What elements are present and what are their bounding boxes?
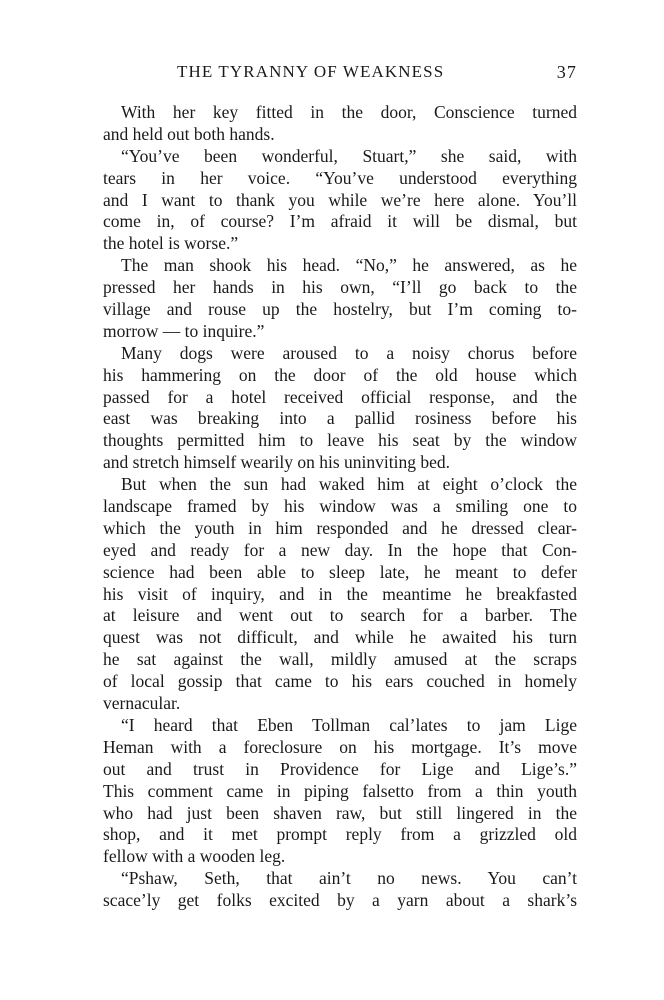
text-line: Many dogs were aroused to a noisy chorus before (121, 342, 577, 363)
page-number: 37 (556, 62, 577, 82)
text-line: and stretch himself wearily on his uninviting bed. (103, 452, 451, 473)
text-line: which the youth in him responded and he dressed clear- (103, 517, 577, 538)
text-line: With her key fitted in the door, Conscience turned (121, 102, 577, 122)
text-line: he sat against the wall, mildly amused at the scraps (103, 649, 577, 670)
text-line: vernacular. (103, 693, 181, 714)
text-line: come in, of course? I’m afraid it will be dismal, but (103, 211, 577, 232)
text-line: his hammering on the door of the old house which (103, 364, 577, 385)
text-line: Heman with a foreclosure on his mortgage. It’s move (103, 736, 577, 757)
text-line: out and trust in Providence for Lige and Lige’s.” (103, 758, 577, 779)
text-line: But when the sun had waked him at eight o’clock the (121, 474, 577, 495)
text-line: his visit of inquiry, and in the meantime he breakfasted (103, 583, 577, 604)
running-title: THE TYRANNY OF WEAKNESS (177, 62, 445, 81)
text-line: “Pshaw, Seth, that ain’t no news. You can’t (121, 868, 577, 889)
body-text (103, 102, 577, 912)
text-line: eyed and ready for a new day. In the hope that Con- (103, 539, 577, 560)
text-line: who had just been shaven raw, but still lingered in the (103, 802, 577, 823)
text-line: of local gossip that came to his ears couched in homely (103, 671, 577, 692)
text-line: morrow — to inquire.” (103, 320, 265, 341)
text-line: “You’ve been wonderful, Stuart,” she said, with (121, 145, 577, 166)
text-line: scace’ly get folks excited by a yarn about a shark’s (103, 890, 577, 911)
text-line: “I heard that Eben Tollman cal’lates to jam Lige (121, 714, 577, 735)
text-line: fellow with a wooden leg. (103, 846, 286, 867)
text-line: science had been able to sleep late, he meant to defer (103, 561, 577, 582)
text-line: and held out both hands. (103, 123, 275, 144)
text-line: The man shook his head. “No,” he answered, as he (121, 255, 577, 276)
text-line: and I want to thank you while we’re here alone. You’ll (103, 189, 577, 210)
text-line: This comment came in piping falsetto from a thin youth (103, 780, 577, 801)
text-line: passed for a hotel received official response, and the (103, 386, 577, 407)
text-line: pressed her hands in his own, “I’ll go back to the (103, 277, 577, 298)
text-line: thoughts permitted him to leave his seat by the window (103, 430, 577, 451)
text-line: quest was not difficult, and while he awaited his turn (103, 627, 577, 648)
text-line: at leisure and went out to search for a barber. The (103, 605, 577, 626)
text-line: the hotel is worse.” (103, 233, 239, 254)
text-line: village and rouse up the hostelry, but I’m coming to- (103, 299, 577, 320)
text-line: tears in her voice. “You’ve understood everything (103, 167, 577, 188)
text-line: shop, and it met prompt reply from a grizzled old (103, 824, 577, 845)
text-line: east was breaking into a pallid rosiness before his (103, 408, 577, 429)
text-line: landscape framed by his window was a smiling one to (103, 496, 577, 517)
running-header (103, 62, 577, 86)
